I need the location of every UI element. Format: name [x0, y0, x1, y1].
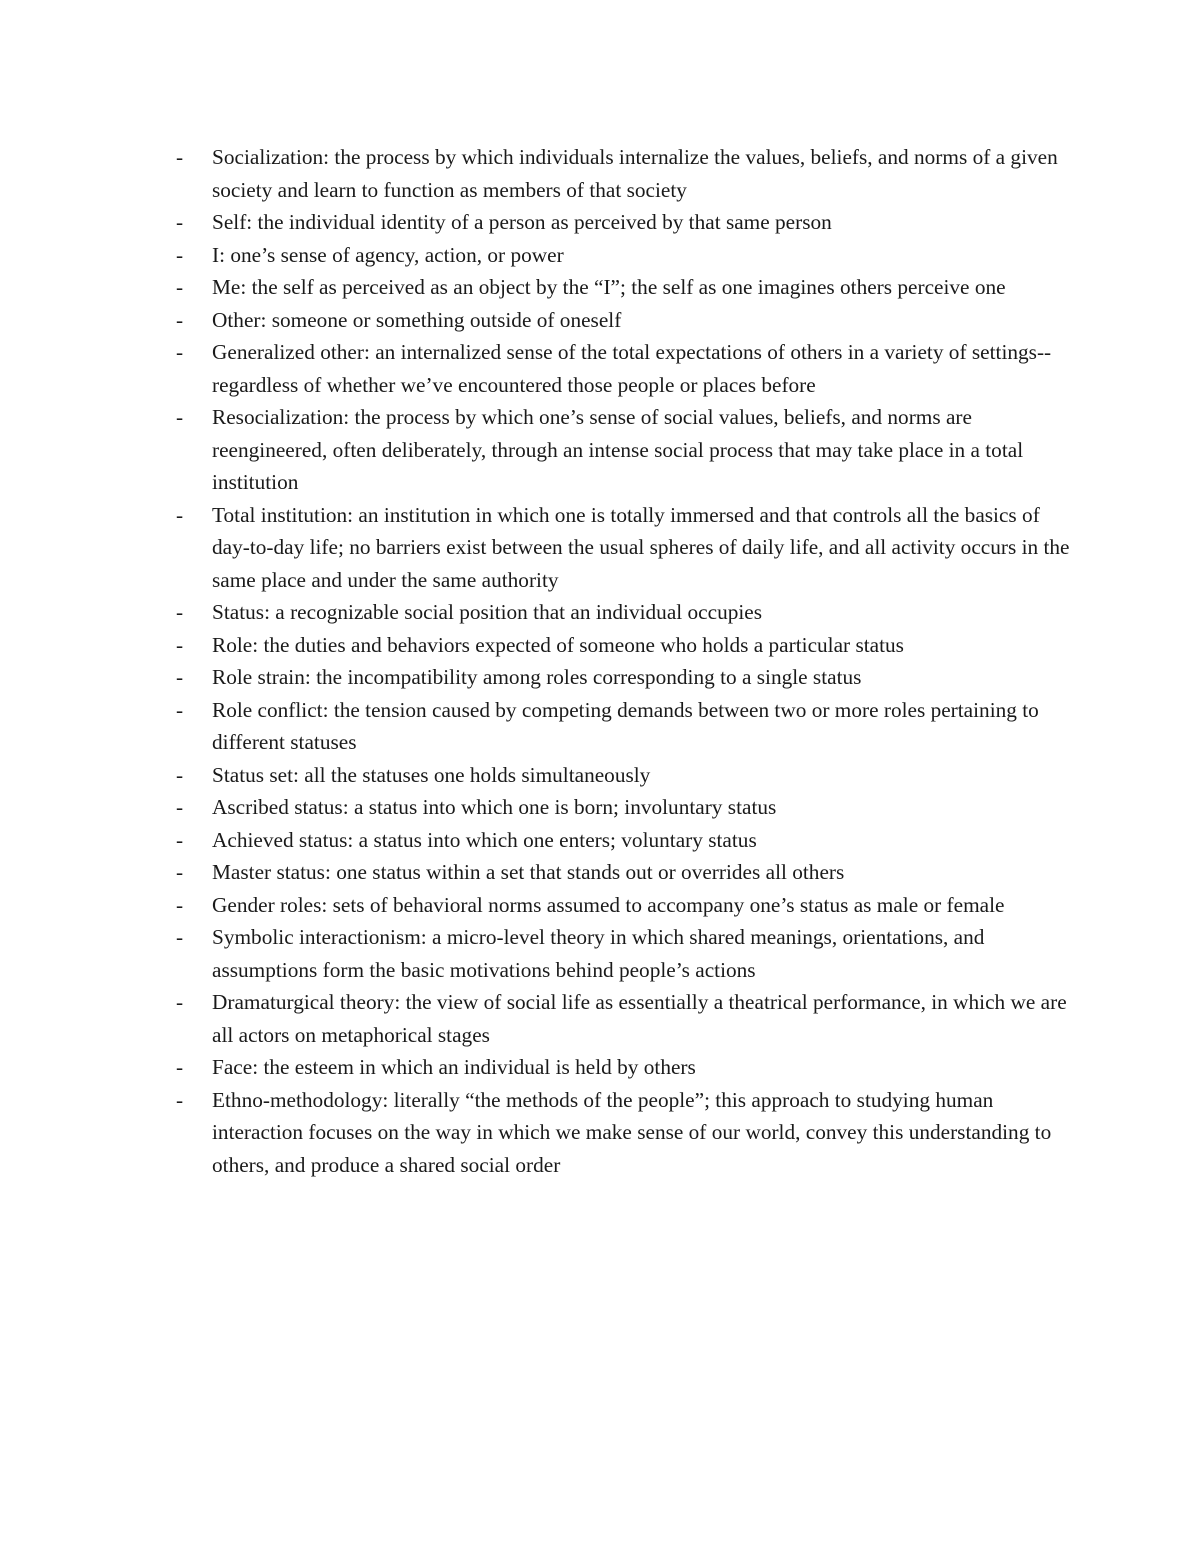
list-item	[176, 239, 1076, 272]
definition-text: Total institution: an institution in which one is totally immersed and that controls all the basics of day-to-day life; no barriers exist between the usual spheres of daily life, and all activity occurs in the same place and under the same authority	[212, 502, 1070, 592]
bullet-dash: -	[176, 762, 184, 787]
list-item	[176, 206, 1076, 239]
list-item	[176, 401, 1076, 499]
definition-text: Other: someone or something outside of oneself	[212, 307, 622, 332]
definition-text: I: one’s sense of agency, action, or power	[212, 242, 564, 267]
list-item	[176, 824, 1076, 857]
list-item	[176, 889, 1076, 922]
bullet-dash: -	[176, 632, 184, 657]
bullet-dash: -	[176, 145, 184, 169]
bullet-dash: -	[176, 860, 184, 884]
list-item	[176, 629, 1076, 662]
bullet-dash: -	[176, 600, 184, 624]
list-item	[176, 856, 1076, 889]
bullet-dash: -	[176, 925, 184, 949]
definition-list	[176, 141, 1076, 1181]
definition-text: Self: the individual identity of a person as perceived by that same person	[212, 210, 832, 234]
bullet-dash: -	[176, 990, 184, 1014]
definition-text: Generalized other: an internalized sense of the total expectations of others in a variety of settings-- regardless of whether we’ve encountered those people or places before	[212, 340, 1052, 397]
bullet-dash: -	[176, 242, 184, 267]
bullet-dash: -	[176, 1055, 184, 1079]
bullet-dash: -	[176, 502, 184, 527]
bullet-dash: -	[176, 665, 184, 689]
definition-text: Gender roles: sets of behavioral norms assumed to accompany one’s status as male or female	[212, 892, 1005, 917]
definition-text: Master status: one status within a set that stands out or overrides all others	[212, 860, 845, 884]
list-item	[176, 336, 1076, 401]
bullet-dash: -	[176, 340, 184, 364]
bullet-dash: -	[176, 827, 184, 852]
list-item	[176, 499, 1076, 597]
definition-text: Me: the self as perceived as an object by the “I”; the self as one imagines others perceive one	[212, 275, 1006, 299]
bullet-dash: -	[176, 697, 184, 722]
definition-text: Resocialization: the process by which one’s sense of social values, beliefs, and norms are reengineered, often deliberately, through an intense social process that may take place in a total institution	[212, 405, 1024, 494]
list-item	[176, 141, 1076, 206]
bullet-dash: -	[176, 307, 184, 332]
definition-text: Ascribed status: a status into which one is born; involuntary status	[212, 795, 777, 819]
definition-text: Symbolic interactionism: a micro-level theory in which shared meanings, orientations, and assumptions form the basic motivations behind people’s actions	[212, 925, 985, 982]
list-item	[176, 759, 1076, 792]
list-item	[176, 271, 1076, 304]
list-item	[176, 791, 1076, 824]
list-item	[176, 921, 1076, 986]
definition-text: Socialization: the process by which individuals internalize the values, beliefs, and norms of a given society and learn to function as members of that society	[212, 145, 1058, 202]
list-item	[176, 986, 1076, 1051]
list-item	[176, 661, 1076, 694]
definition-text: Face: the esteem in which an individual is held by others	[212, 1055, 696, 1079]
bullet-dash: -	[176, 405, 184, 429]
definition-text: Status set: all the statuses one holds simultaneously	[212, 762, 651, 787]
list-item	[176, 694, 1076, 759]
definition-text: Role: the duties and behaviors expected of someone who holds a particular status	[212, 632, 904, 657]
list-item	[176, 304, 1076, 337]
definition-text: Role strain: the incompatibility among roles corresponding to a single status	[212, 665, 862, 689]
list-item	[176, 1084, 1076, 1182]
bullet-dash: -	[176, 892, 184, 917]
definition-text: Dramaturgical theory: the view of social life as essentially a theatrical performance, in which we are all actors on metaphorical stages	[212, 990, 1067, 1047]
definition-text: Ethno-methodology: literally “the methods of the people”; this approach to studying human interaction focuses on the way in which we make sense of our world, convey this understanding to others, and produce a shared social order	[212, 1087, 1052, 1177]
definition-text: Status: a recognizable social position that an individual occupies	[212, 600, 763, 624]
list-item	[176, 1051, 1076, 1084]
definition-text: Achieved status: a status into which one enters; voluntary status	[212, 827, 757, 852]
bullet-dash: -	[176, 210, 184, 234]
list-item	[176, 596, 1076, 629]
definition-text: Role conflict: the tension caused by competing demands between two or more roles pertaining to different statuses	[212, 697, 1039, 754]
bullet-dash: -	[176, 1087, 184, 1112]
bullet-dash: -	[176, 795, 184, 819]
bullet-dash: -	[176, 275, 184, 299]
